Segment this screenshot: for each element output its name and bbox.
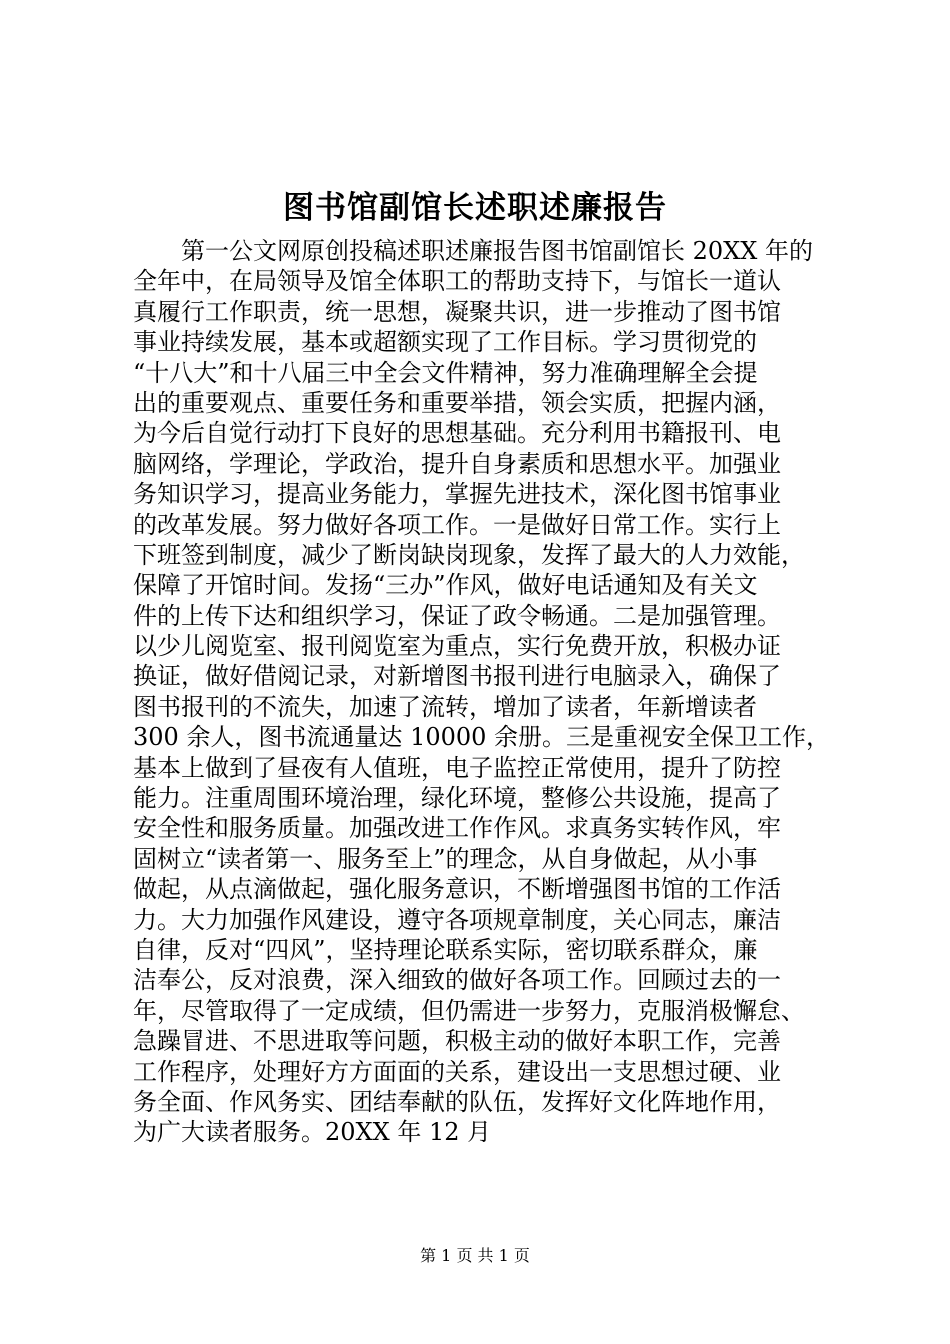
body-line: 为今后自觉行动打下良好的思想基础。充分利用书籍报刊、电 [133, 419, 781, 448]
body-line: 真履行工作职责，统一思想，凝聚共识，进一步推动了图书馆 [133, 297, 781, 326]
body-line: 图书报刊的不流失，加速了流转，增加了读者，年新增读者 [133, 692, 757, 721]
body-line: 洁奉公，反对浪费，深入细致的做好各项工作。回顾过去的一 [133, 966, 781, 995]
body-line: 安全性和服务质量。加强改进工作作风。求真务实转作风，牢 [133, 814, 781, 843]
body-line: 换证，做好借阅记录，对新增图书报刊进行电脑录入，确保了 [133, 662, 781, 691]
body-line: 件的上传下达和组织学习，保证了政令畅通。二是加强管理。 [133, 601, 781, 630]
document-body [133, 236, 833, 1148]
body-line: 脑网络，学理论，学政治，提升自身素质和思想水平。加强业 [133, 449, 781, 478]
body-line: 务知识学习，提高业务能力，掌握先进技术，深化图书馆事业 [133, 480, 781, 509]
body-line: 自律，反对“四风”，坚持理论联系实际，密切联系群众，廉 [133, 935, 758, 964]
body-line: 以少儿阅览室、报刊阅览室为重点，实行免费开放，积极办证 [133, 632, 781, 661]
body-line: 年，尽管取得了一定成绩，但仍需进一步努力，克服消极懈怠、 [133, 996, 805, 1025]
body-line: 做起，从点滴做起，强化服务意识，不断增强图书馆的工作活 [133, 875, 781, 904]
body-line: 固树立“读者第一、服务至上”的理念，从自身做起，从小事 [133, 844, 758, 873]
body-line: 工作程序，处理好方方面面的关系，建设出一支思想过硬、业 [133, 1057, 781, 1086]
body-line: 第一公文网原创投稿述职述廉报告图书馆副馆长 20XX 年的 [181, 237, 813, 265]
body-line: 急躁冒进、不思进取等问题，积极主动的做好本职工作，完善 [133, 1027, 781, 1056]
body-line: 出的重要观点、重要任务和重要举措，领会实质，把握内涵， [133, 388, 781, 417]
body-line: 为广大读者服务。20XX 年 12 月 [133, 1118, 492, 1147]
body-line: 下班签到制度，减少了断岗缺岗现象，发挥了最大的人力效能， [133, 540, 805, 569]
body-line: 保障了开馆时间。发扬“三办”作风，做好电话通知及有关文 [133, 571, 758, 600]
page-footer: 第 1 页 共 1 页 [420, 1246, 530, 1265]
body-line: 务全面、作风务实、团结奉献的队伍，发挥好文化阵地作用， [133, 1087, 781, 1116]
body-line: 的改革发展。努力做好各项工作。一是做好日常工作。实行上 [133, 510, 781, 539]
body-line: 能力。注重周围环境治理，绿化环境，整修公共设施，提高了 [133, 784, 781, 813]
body-line: 事业持续发展，基本或超额实现了工作目标。学习贯彻党的 [133, 328, 757, 357]
body-line: 力。大力加强作风建设，遵守各项规章制度，关心同志，廉洁 [133, 905, 781, 934]
body-line: 全年中，在局领导及馆全体职工的帮助支持下，与馆长一道认 [133, 267, 781, 296]
body-line: 基本上做到了昼夜有人值班，电子监控正常使用，提升了防控 [133, 753, 781, 782]
body-line: “十八大”和十八届三中全会文件精神，努力准确理解全会提 [133, 358, 758, 387]
document-title: 图书馆副馆长述职述廉报告 [283, 190, 667, 226]
body-line: 300 余人，图书流通量达 10000 余册。三是重视安全保卫工作， [133, 723, 831, 752]
